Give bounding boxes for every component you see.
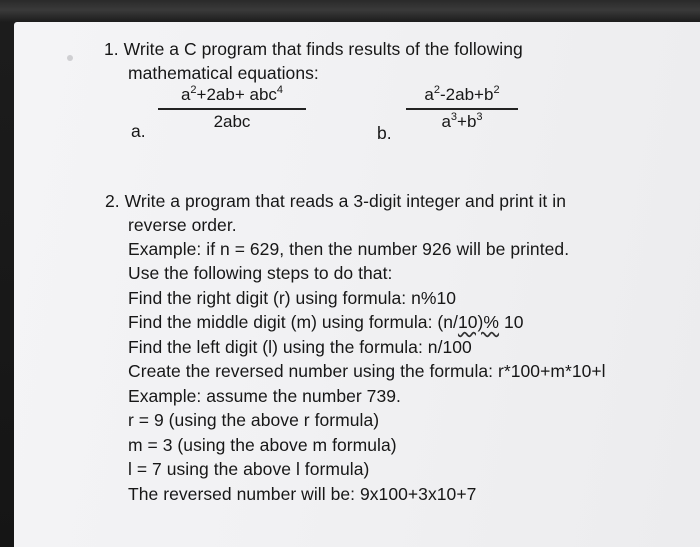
q2-line-2: reverse order. [128, 215, 237, 235]
q2-line-8: Create the reversed number using the formula: r*100+m*10+l [128, 361, 606, 381]
q2-line-10: r = 9 (using the above r formula) [128, 410, 380, 430]
equation-b-numerator: $a^2-2ab+b^2$ [424, 84, 500, 104]
paper-mark [67, 55, 73, 61]
label-a: a. [131, 121, 146, 141]
label-b: b. [377, 123, 392, 143]
equation-a-numerator: $a^2+2ab+ abc^4$ [180, 84, 284, 104]
q1-line-2: mathematical equations: [128, 63, 319, 83]
q2-line-5: Find the right digit (r) using formula: n%10 [128, 288, 457, 308]
q2-line-6: Find the middle digit (m) using formula: (n/10)% 10 [128, 312, 524, 332]
equation-a-denominator: 2abc [213, 111, 251, 131]
q2-line-13: The reversed number will be: 9x100+3x10+7 [128, 484, 477, 504]
equation-a [158, 85, 306, 132]
equation-b-denominator: $a^3+b^3$ [441, 110, 483, 131]
q2-line-1: 2. Write a program that reads a 3-digit integer and print it in [105, 191, 566, 211]
q2-line-9: Example: assume the number 739. [128, 386, 401, 406]
q1-line-1: 1. Write a C program that finds results of the following [104, 39, 523, 59]
q2-line-7: Find the left digit (l) using the formula: n/100 [128, 337, 472, 357]
q2-line-11: m = 3 (using the above m formula) [128, 435, 397, 455]
q2-line-4: Use the following steps to do that: [128, 263, 393, 283]
q2-line-3: Example: if n = 629, then the number 926 will be printed. [128, 239, 570, 259]
equation-b [406, 85, 518, 132]
q2-line-12: l = 7 using the above l formula) [128, 459, 370, 479]
